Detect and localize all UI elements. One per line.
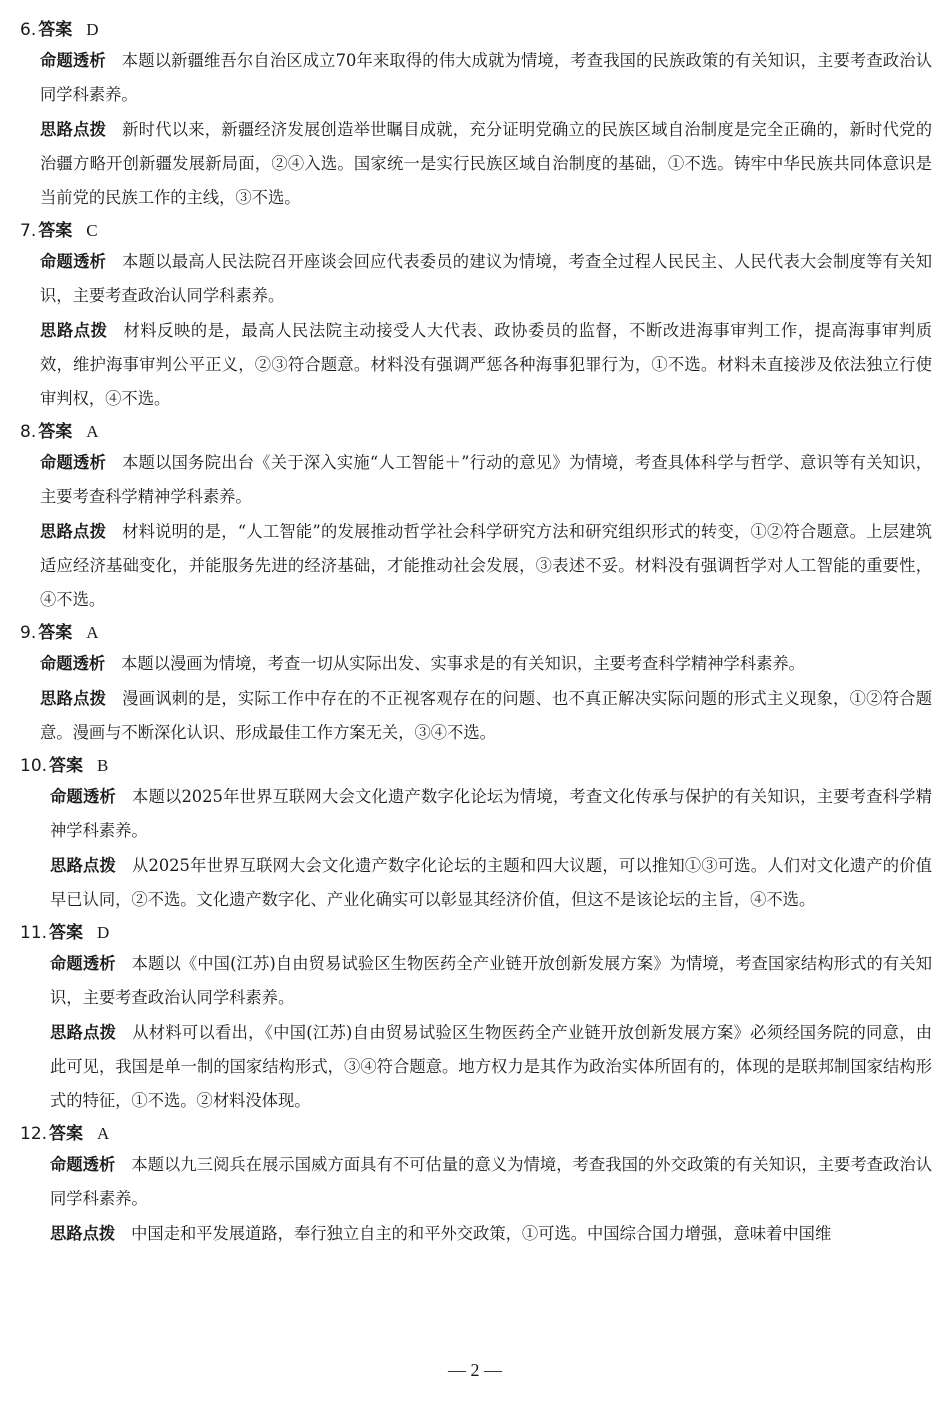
approach-paragraph <box>20 849 932 917</box>
approach-paragraph <box>20 515 932 617</box>
analysis-label: 命题透析 <box>50 954 116 973</box>
approach-paragraph <box>20 1016 932 1118</box>
approach-text: 从材料可以看出，《中国(江苏)自由贸易试验区生物医药全产业链开放创新发展方案》必须经国务院的同意，由此可见，我国是单一制的国家结构形式，③④符合题意。地方权力是其作为政治实体所固有的，体现的是联邦制国家结构形式的特征，①不选。②材料没体现。 <box>50 1023 932 1110</box>
analysis-text: 本题以2025年世界互联网大会文化遗产数字化论坛为情境，考查文化传承与保护的有关知识，主要考查科学精神学科素养。 <box>50 787 932 840</box>
analysis-text: 本题以新疆维吾尔自治区成立70年来取得的伟大成就为情境，考查我国的民族政策的有关知识，主要考查政治认同学科素养。 <box>40 51 932 104</box>
question-number: 6. <box>20 20 37 40</box>
question-9 <box>20 621 932 750</box>
question-10 <box>20 754 932 917</box>
analysis-text: 本题以漫画为情境，考查一切从实际出发、实事求是的有关知识，主要考查科学精神学科素养。 <box>121 654 805 673</box>
question-number: 9. <box>20 623 37 643</box>
answer-label: 答案 <box>49 756 84 776</box>
approach-label: 思路点拨 <box>40 321 108 340</box>
approach-text: 从2025年世界互联网大会文化遗产数字化论坛的主题和四大议题，可以推知①③可选。人们对文化遗产的价值早已认同，②不选。文化遗产数字化、产业化确实可以彰显其经济价值，但这不是该论坛的主旨，④不选。 <box>50 856 932 909</box>
analysis-text: 本题以九三阅兵在展示国威方面具有不可估量的意义为情境，考查我国的外交政策的有关知识，主要考查政治认同学科素养。 <box>50 1155 932 1208</box>
approach-paragraph <box>20 682 932 750</box>
question-number: 8. <box>20 422 37 442</box>
answer-label: 答案 <box>38 422 73 442</box>
approach-text: 材料说明的是，“人工智能”的发展推动哲学社会科学研究方法和研究组织形式的转变，①②符合题意。上层建筑适应经济基础变化，并能服务先进的经济基础，才能推动社会发展，③表述不妥。材料没有强调哲学对人工智能的重要性，④不选。 <box>40 522 932 609</box>
question-11 <box>20 921 932 1118</box>
analysis-paragraph <box>20 647 932 681</box>
question-number: 12. <box>20 1124 48 1144</box>
answer-choice: B <box>97 756 109 775</box>
analysis-paragraph <box>20 245 932 313</box>
approach-label: 思路点拨 <box>50 856 116 875</box>
approach-paragraph <box>20 314 932 416</box>
approach-paragraph <box>20 113 932 215</box>
analysis-label: 命题透析 <box>40 654 106 673</box>
answer-page <box>20 18 932 1255</box>
answer-choice: A <box>97 1124 110 1143</box>
approach-text: 新时代以来，新疆经济发展创造举世瞩目成就，充分证明党确立的民族区域自治制度是完全正确的，新时代党的治疆方略开创新疆发展新局面，②④入选。国家统一是实行民族区域自治制度的基础，①不选。铸牢中华民族共同体意识是当前党的民族工作的主线，③不选。 <box>40 120 932 207</box>
approach-label: 思路点拨 <box>50 1224 116 1243</box>
answer-label: 答案 <box>38 221 73 241</box>
analysis-paragraph <box>20 1148 932 1216</box>
question-8 <box>20 420 932 617</box>
approach-paragraph <box>20 1217 932 1251</box>
approach-label: 思路点拨 <box>40 120 107 139</box>
answer-choice: D <box>97 923 110 942</box>
answer-choice: C <box>86 221 98 240</box>
question-number: 11. <box>20 923 48 943</box>
answer-label: 答案 <box>38 20 73 40</box>
analysis-label: 命题透析 <box>40 252 107 271</box>
question-7 <box>20 219 932 416</box>
answer-line <box>20 754 932 780</box>
answer-choice: A <box>86 623 99 642</box>
question-number: 10. <box>20 756 48 776</box>
analysis-paragraph <box>20 446 932 514</box>
analysis-label: 命题透析 <box>40 51 106 70</box>
approach-text: 漫画讽刺的是，实际工作中存在的不正视客观存在的问题、也不真正解决实际问题的形式主义现象，①②符合题意。漫画与不断深化认识、形成最佳工作方案无关，③④不选。 <box>40 689 932 742</box>
analysis-label: 命题透析 <box>50 787 116 806</box>
answer-line <box>20 219 932 245</box>
analysis-text: 本题以国务院出台《关于深入实施“人工智能＋”行动的意见》为情境，考查具体科学与哲学、意识等有关知识，主要考查科学精神学科素养。 <box>40 453 932 506</box>
page-number: — 2 — <box>448 1360 502 1380</box>
question-12 <box>20 1122 932 1251</box>
answer-line <box>20 420 932 446</box>
analysis-label: 命题透析 <box>40 453 107 472</box>
answer-label: 答案 <box>49 923 84 943</box>
analysis-label: 命题透析 <box>50 1155 116 1174</box>
approach-text: 材料反映的是，最高人民法院主动接受人大代表、政协委员的监督，不断改进海事审判工作，提高海事审判质效，维护海事审判公平正义，②③符合题意。材料没有强调严惩各种海事犯罪行为，①不选。材料未直接涉及依法独立行使审判权，④不选。 <box>40 321 932 408</box>
answer-label: 答案 <box>49 1124 84 1144</box>
question-number: 7. <box>20 221 37 241</box>
answer-line <box>20 921 932 947</box>
analysis-paragraph <box>20 780 932 848</box>
analysis-paragraph <box>20 44 932 112</box>
approach-label: 思路点拨 <box>40 689 107 708</box>
answer-choice: A <box>86 422 99 441</box>
answer-line <box>20 621 932 647</box>
analysis-paragraph <box>20 947 932 1015</box>
answer-line <box>20 18 932 44</box>
answer-line <box>20 1122 932 1148</box>
answer-choice: D <box>86 20 99 39</box>
analysis-text: 本题以《中国(江苏)自由贸易试验区生物医药全产业链开放创新发展方案》为情境，考查国家结构形式的有关知识，主要考查政治认同学科素养。 <box>50 954 932 1007</box>
approach-label: 思路点拨 <box>50 1023 117 1042</box>
question-6 <box>20 18 932 215</box>
analysis-text: 本题以最高人民法院召开座谈会回应代表委员的建议为情境，考查全过程人民民主、人民代表大会制度等有关知识，主要考查政治认同学科素养。 <box>40 252 932 305</box>
approach-label: 思路点拨 <box>40 522 107 541</box>
approach-text: 中国走和平发展道路，奉行独立自主的和平外交政策，①可选。中国综合国力增强，意味着中国维 <box>131 1224 832 1243</box>
answer-label: 答案 <box>38 623 73 643</box>
